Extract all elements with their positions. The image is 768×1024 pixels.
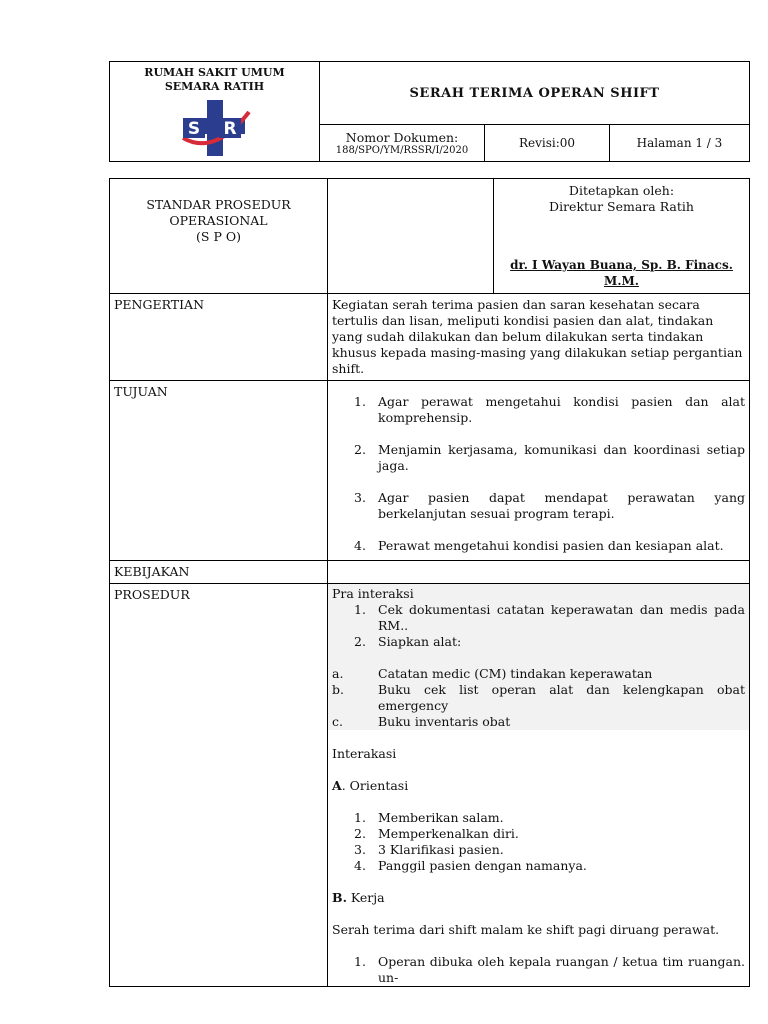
list-item: 2. Memperkenalkan diri. xyxy=(354,826,519,841)
document-title: SERAH TERIMA OPERAN SHIFT xyxy=(320,62,750,125)
list-item: 1. Memberikan salam. xyxy=(354,810,504,825)
list-item: 1. Cek dokumentasi catatan keperawatan dan medis pada RM.. xyxy=(354,602,745,633)
list-item: 2. Siapkan alat: xyxy=(354,634,462,649)
orientasi-heading: A. Orientasi xyxy=(332,778,409,793)
spo-table xyxy=(109,178,750,987)
pra-interaksi-heading: Pra interaksi xyxy=(332,586,414,601)
list-item: c. Buku inventaris obat xyxy=(332,714,511,729)
revision-cell: Revisi:00 xyxy=(485,125,610,162)
spo-label-cell: STANDAR PROSEDUR OPERASIONAL (S P O) xyxy=(110,179,328,294)
list-item: 3. Agar pasien dapat mendapat perawatan yang berkelanjutan sesuai program terapi. xyxy=(354,490,745,521)
pengertian-text: Kegiatan serah terima pasien dan saran kesehatan secara tertulis dan lisan, meliputi kondisi pasien dan alat, tindakan yang sudah dilakukan dan belum dilakukan serta tindakan khusus kepada masing-masing yang dilakukan setiap pergantian shift. xyxy=(328,294,750,381)
page-cell: Halaman 1 / 3 xyxy=(610,125,750,162)
tujuan-list xyxy=(332,394,745,554)
interaksi-heading: Interakasi xyxy=(332,746,397,761)
list-item: 1. Operan dibuka oleh kepala ruangan / ketua tim ruangan. un- xyxy=(354,954,745,985)
prosedur-content xyxy=(328,584,750,987)
pengertian-label: PENGERTIAN xyxy=(110,294,328,381)
tujuan-content xyxy=(328,381,750,561)
svg-text:R: R xyxy=(222,119,237,139)
header-table xyxy=(109,61,750,162)
signatory-name: dr. I Wayan Buana, Sp. B. Finacs. M.M. xyxy=(510,258,733,288)
document-number-cell: Nomor Dokumen: 188/SPO/YM/RSSR/I/2020 xyxy=(320,125,485,162)
hospital-name: RUMAH SAKIT UMUM SEMARA RATIH xyxy=(144,66,285,93)
hospital-cell xyxy=(110,62,320,162)
hospital-logo xyxy=(175,98,255,158)
svg-text:S: S xyxy=(187,119,200,139)
empty-cell xyxy=(328,179,494,294)
list-item: 2. Menjamin kerjasama, komunikasi dan koordinasi setiap jaga. xyxy=(354,442,745,473)
list-item: 4. Panggil pasien dengan namanya. xyxy=(354,858,587,873)
kerja-text: Serah terima dari shift malam ke shift pagi diruang perawat. xyxy=(332,922,720,937)
list-item: 1. Agar perawat mengetahui kondisi pasien dan alat komprehensip. xyxy=(354,394,745,425)
kebijakan-content xyxy=(328,561,750,584)
kebijakan-label: KEBIJAKAN xyxy=(110,561,328,584)
approval-cell: Ditetapkan oleh: Direktur Semara Ratih dr. I Wayan Buana, Sp. B. Finacs. M.M. xyxy=(494,179,750,294)
kerja-heading: B. Kerja xyxy=(332,890,385,905)
list-item: 3. 3 Klarifikasi pasien. xyxy=(354,842,504,857)
tujuan-label: TUJUAN xyxy=(110,381,328,561)
list-item: 4. Perawat mengetahui kondisi pasien dan kesiapan alat. xyxy=(354,538,724,553)
list-item: a. Catatan medic (CM) tindakan keperawatan xyxy=(332,666,653,681)
prosedur-label: PROSEDUR xyxy=(110,584,328,987)
list-item: b. Buku cek list operan alat dan kelengkapan obat emergency xyxy=(332,682,745,713)
